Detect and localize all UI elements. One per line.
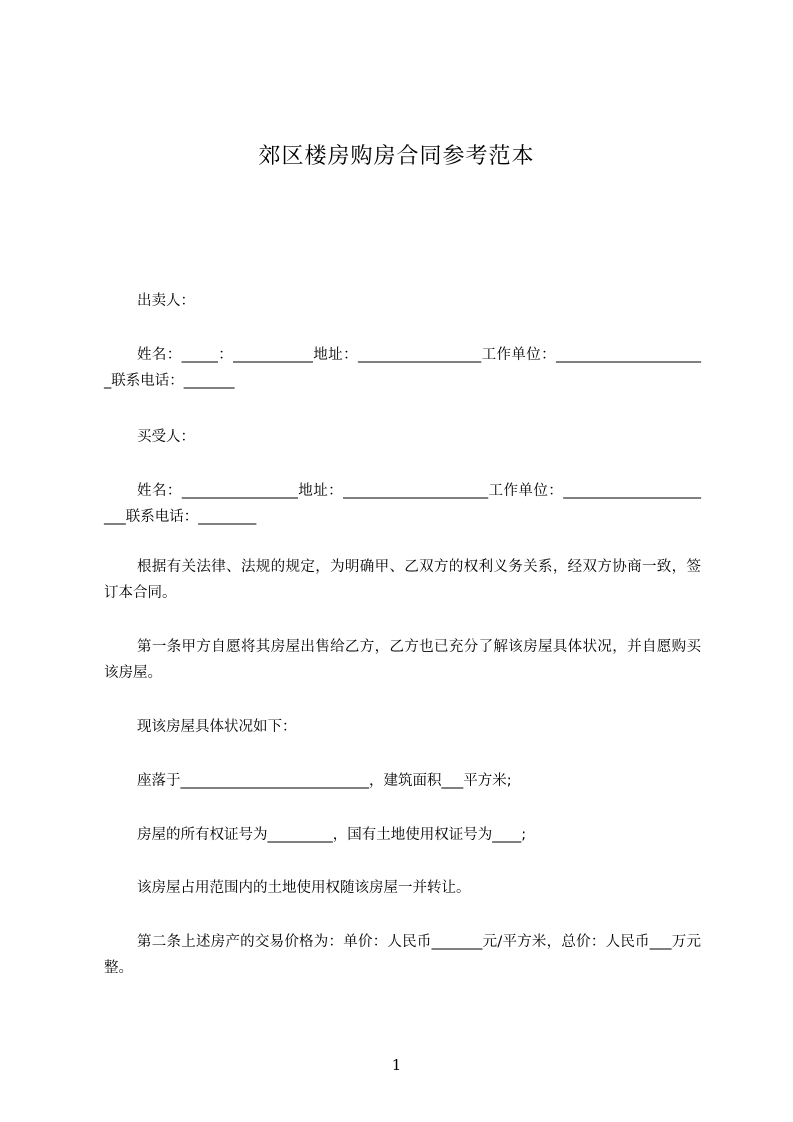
page-number: 1 (391, 1056, 402, 1074)
buyer-details: 姓名：________________地址：____________________工作单位：______________________联系电话：________ (104, 483, 701, 525)
seller-heading: 出卖人： (137, 293, 195, 309)
article-2-price-paragraph: 第二条上述房产的交易价格为：单价：人民币_______元/平方米，总价：人民币___万元整。 (104, 934, 701, 976)
preamble-paragraph: 根据有关法律、法规的规定，为明确甲、乙双方的权利义务关系，经双方协商一致，签订本合同。 (104, 559, 701, 601)
document-title: 郊区楼房购房合同参考范本 (258, 144, 535, 169)
land-use-transfer-paragraph: 该房屋占用范围内的土地使用权随该房屋一并转让。 (137, 880, 471, 896)
article-1-paragraph: 第一条甲方自愿将其房屋出售给乙方，乙方也已充分了解该房屋具体状况，并自愿购买该房屋。 (104, 639, 701, 681)
location-area-paragraph: 座落于__________________________，建筑面积___平方米; (137, 773, 512, 789)
certificate-numbers-paragraph: 房屋的所有权证号为_________，国有土地使用权证号为____; (137, 827, 527, 843)
seller-details: 姓名：_____：___________地址：_________________工作单位：_____________________联系电话：_______ (104, 347, 701, 389)
property-status-paragraph: 现该房屋具体状况如下： (137, 719, 297, 735)
buyer-heading: 买受人： (137, 429, 195, 445)
